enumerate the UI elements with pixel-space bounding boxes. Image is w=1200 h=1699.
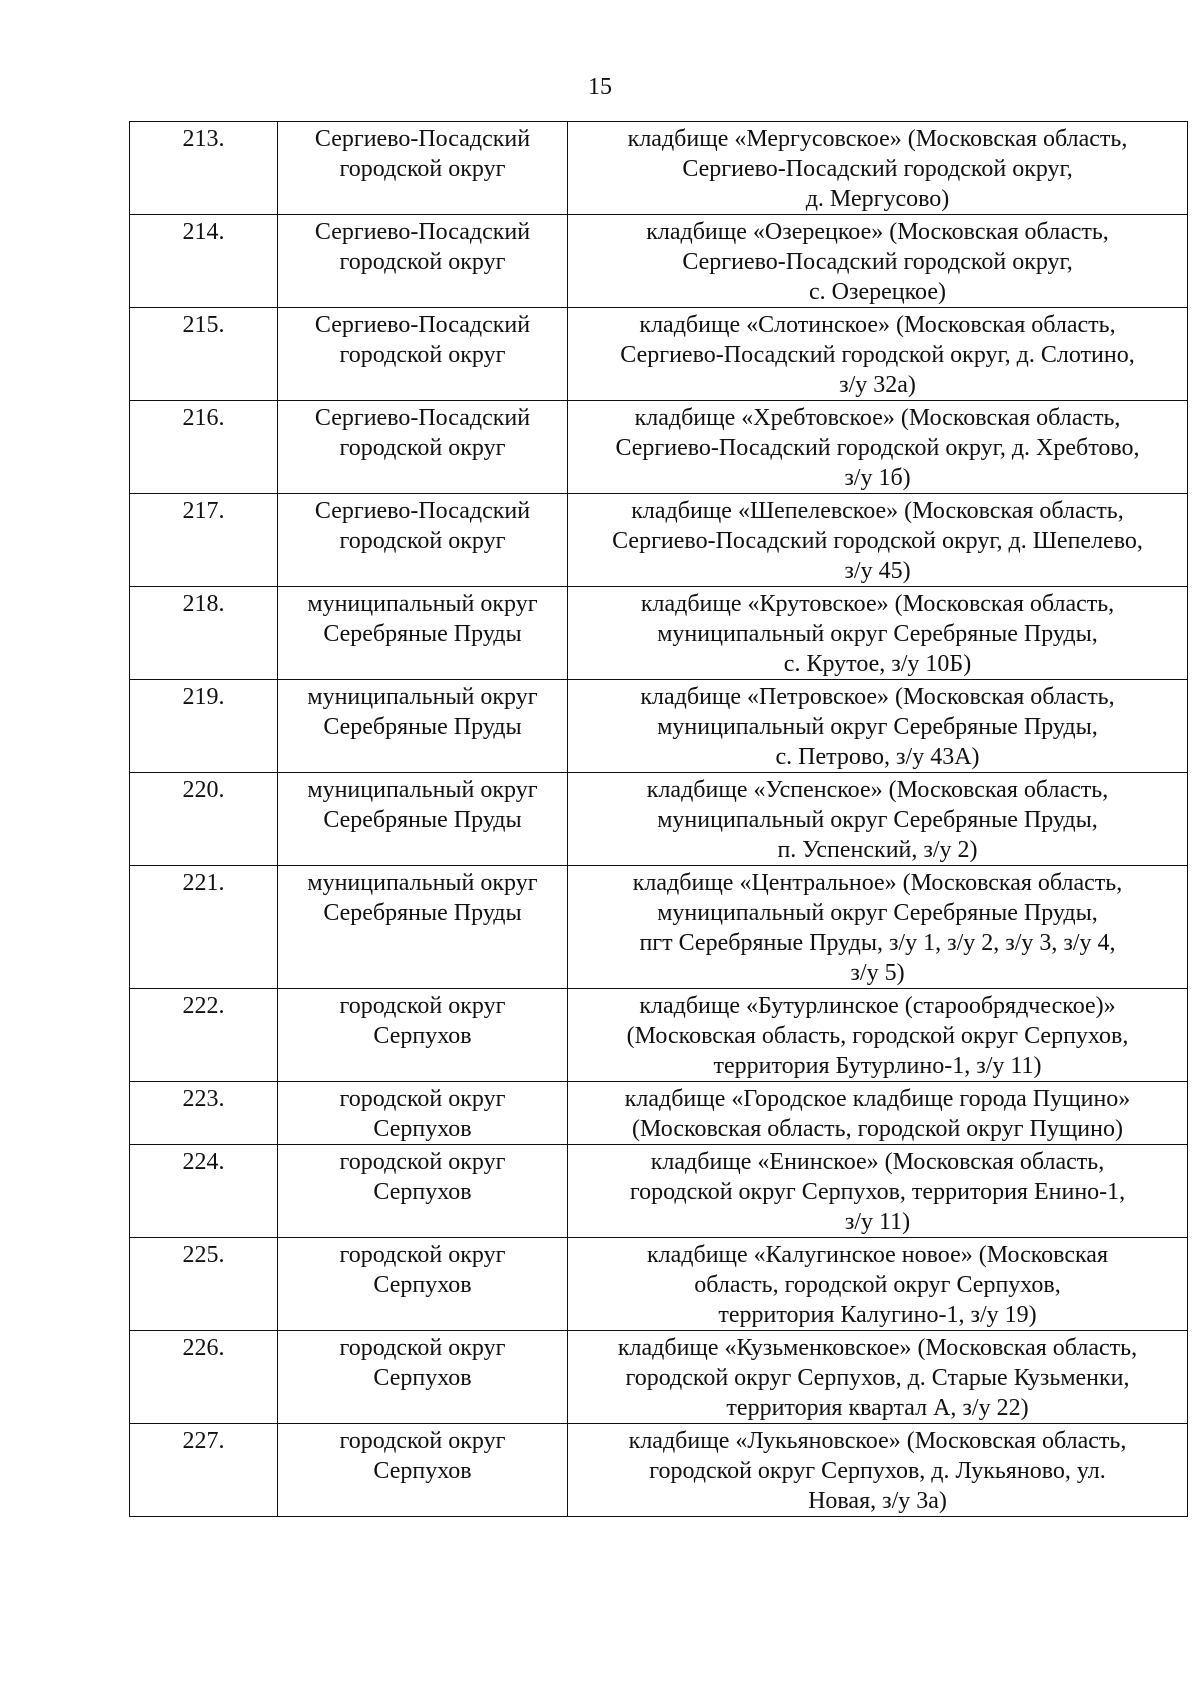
- cemetery-line: пгт Серебряные Пруды, з/у 1, з/у 2, з/у 3, з/у 4,: [639, 930, 1116, 956]
- district-line: Серпухов: [373, 1023, 472, 1049]
- cemetery-line: кладбище «Хребтовское» (Московская область,: [634, 405, 1121, 431]
- cemetery-line: с. Крутое, з/у 10Б): [783, 651, 972, 677]
- table-row: [130, 1082, 1188, 1145]
- district-line: городской округ: [339, 435, 506, 461]
- row-number-cell: [130, 680, 278, 773]
- cemetery-line: кладбище «Городское кладбище города Пущино»: [624, 1086, 1131, 1112]
- cemetery-line: з/у 45): [844, 558, 911, 584]
- page-number: 15: [588, 74, 612, 100]
- district-cell: [278, 1331, 568, 1424]
- district-line: городской округ: [339, 993, 506, 1019]
- district-line: городской округ: [339, 156, 506, 182]
- row-number-cell: [130, 401, 278, 494]
- table-row: [130, 587, 1188, 680]
- district-cell: [278, 215, 568, 308]
- district-line: Серебряные Пруды: [323, 714, 522, 740]
- row-number-cell: [130, 1082, 278, 1145]
- district-cell: [278, 773, 568, 866]
- table-row: [130, 989, 1188, 1082]
- district-cell: [278, 494, 568, 587]
- district-cell: [278, 1145, 568, 1238]
- row-number: 218.: [182, 591, 225, 617]
- cemetery-line: городской округ Серпухов, территория Енино-1,: [629, 1179, 1126, 1205]
- district-line: Серебряные Пруды: [323, 621, 522, 647]
- table-row: [130, 773, 1188, 866]
- cemetery-line: з/у 5): [850, 960, 905, 986]
- cemetery-line: кладбище «Калугинское новое» (Московская: [646, 1242, 1108, 1268]
- row-number: 221.: [182, 870, 225, 896]
- cemetery-line: з/у 1б): [844, 465, 911, 491]
- cemetery-line: кладбище «Кузьменковское» (Московская область,: [617, 1335, 1138, 1361]
- cemetery-cell: [568, 122, 1188, 215]
- district-line: Сергиево-Посадский: [314, 312, 531, 338]
- cemetery-line: кладбище «Успенское» (Московская область,: [646, 777, 1109, 803]
- row-number: 226.: [182, 1335, 225, 1361]
- table-row: [130, 680, 1188, 773]
- row-number: 225.: [182, 1242, 225, 1268]
- cemetery-line: территория Бутурлино-1, з/у 11): [713, 1053, 1042, 1079]
- table-row: [130, 494, 1188, 587]
- cemetery-cell: [568, 1424, 1188, 1517]
- cemetery-line: область, городской округ Серпухов,: [694, 1272, 1061, 1298]
- district-cell: [278, 680, 568, 773]
- row-number: 216.: [182, 405, 225, 431]
- district-cell: [278, 122, 568, 215]
- row-number: 213.: [182, 126, 225, 152]
- cemetery-line: Сергиево-Посадский городской округ, д. Шепелево,: [612, 528, 1143, 554]
- row-number: 224.: [182, 1149, 225, 1175]
- row-number-cell: [130, 587, 278, 680]
- district-cell: [278, 587, 568, 680]
- cemetery-line: з/у 11): [844, 1209, 911, 1235]
- district-line: Серпухов: [373, 1458, 472, 1484]
- row-number: 220.: [182, 777, 225, 803]
- cemetery-cell: [568, 989, 1188, 1082]
- cemetery-line: с. Озерецкое): [809, 279, 946, 305]
- district-line: городской округ: [339, 528, 506, 554]
- cemetery-line: Сергиево-Посадский городской округ, д. Хребтово,: [615, 435, 1140, 461]
- cemetery-cell: [568, 1331, 1188, 1424]
- district-line: Сергиево-Посадский: [314, 498, 531, 524]
- district-line: Сергиево-Посадский: [314, 219, 531, 245]
- row-number-cell: [130, 215, 278, 308]
- cemetery-line: муниципальный округ Серебряные Пруды,: [657, 807, 1098, 833]
- cemetery-registry-table: [129, 121, 1188, 1517]
- district-line: городской округ: [339, 249, 506, 275]
- district-cell: [278, 1082, 568, 1145]
- district-cell: [278, 1238, 568, 1331]
- cemetery-cell: [568, 215, 1188, 308]
- district-line: Сергиево-Посадский: [314, 405, 531, 431]
- cemetery-line: муниципальный округ Серебряные Пруды,: [657, 900, 1098, 926]
- cemetery-line: п. Успенский, з/у 2): [777, 837, 978, 863]
- district-cell: [278, 1424, 568, 1517]
- row-number-cell: [130, 494, 278, 587]
- cemetery-cell: [568, 680, 1188, 773]
- row-number: 215.: [182, 312, 225, 338]
- row-number-cell: [130, 308, 278, 401]
- cemetery-line: кладбище «Бутурлинское (старообрядческое)»: [639, 993, 1116, 1019]
- cemetery-line: кладбище «Енинское» (Московская область,: [650, 1149, 1105, 1175]
- cemetery-cell: [568, 866, 1188, 989]
- cemetery-line: кладбище «Петровское» (Московская область,: [640, 684, 1115, 710]
- district-line: Серпухов: [373, 1179, 472, 1205]
- district-line: муниципальный округ: [307, 777, 538, 803]
- cemetery-cell: [568, 1145, 1188, 1238]
- cemetery-line: городской округ Серпухов, д. Лукьяново, ул.: [649, 1458, 1106, 1484]
- table-row: [130, 401, 1188, 494]
- table-row: [130, 1331, 1188, 1424]
- district-line: городской округ: [339, 1428, 506, 1454]
- district-line: Сергиево-Посадский: [314, 126, 531, 152]
- cemetery-line: территория квартал А, з/у 22): [726, 1395, 1029, 1421]
- row-number: 217.: [182, 498, 225, 524]
- district-cell: [278, 989, 568, 1082]
- district-line: городской округ: [339, 1335, 506, 1361]
- district-cell: [278, 866, 568, 989]
- row-number: 227.: [182, 1428, 225, 1454]
- cemetery-line: кладбище «Слотинское» (Московская область,: [639, 312, 1116, 338]
- district-line: городской округ: [339, 342, 506, 368]
- cemetery-line: Сергиево-Посадский городской округ, д. Слотино,: [620, 342, 1135, 368]
- row-number: 222.: [182, 993, 225, 1019]
- district-line: Серпухов: [373, 1116, 472, 1142]
- cemetery-line: Сергиево-Посадский городской округ,: [682, 156, 1073, 182]
- cemetery-cell: [568, 401, 1188, 494]
- cemetery-line: муниципальный округ Серебряные Пруды,: [657, 714, 1098, 740]
- district-line: Серпухов: [373, 1272, 472, 1298]
- row-number: 214.: [182, 219, 225, 245]
- cemetery-line: з/у 32а): [839, 372, 916, 398]
- cemetery-line: кладбище «Центральное» (Московская область,: [632, 870, 1123, 896]
- cemetery-cell: [568, 773, 1188, 866]
- cemetery-cell: [568, 494, 1188, 587]
- row-number: 219.: [182, 684, 225, 710]
- district-line: муниципальный округ: [307, 870, 538, 896]
- row-number-cell: [130, 122, 278, 215]
- cemetery-line: (Московская область, городской округ Пущино): [632, 1116, 1123, 1142]
- district-line: городской округ: [339, 1149, 506, 1175]
- cemetery-line: муниципальный округ Серебряные Пруды,: [657, 621, 1098, 647]
- district-cell: [278, 401, 568, 494]
- row-number-cell: [130, 866, 278, 989]
- table-row: [130, 215, 1188, 308]
- table-row: [130, 308, 1188, 401]
- cemetery-line: территория Калугино-1, з/у 19): [718, 1302, 1037, 1328]
- table-row: [130, 1424, 1188, 1517]
- registry-body: [130, 122, 1188, 1517]
- row-number-cell: [130, 1145, 278, 1238]
- table-row: [130, 1238, 1188, 1331]
- cemetery-cell: [568, 1238, 1188, 1331]
- cemetery-line: кладбище «Крутовское» (Московская область,: [640, 591, 1115, 617]
- district-cell: [278, 308, 568, 401]
- district-line: Серпухов: [373, 1365, 472, 1391]
- table-row: [130, 866, 1188, 989]
- row-number: 223.: [182, 1086, 225, 1112]
- cemetery-line: кладбище «Шепелевское» (Московская область,: [631, 498, 1124, 524]
- row-number-cell: [130, 1331, 278, 1424]
- cemetery-line: (Московская область, городской округ Серпухов,: [626, 1023, 1129, 1049]
- cemetery-line: городской округ Серпухов, д. Старые Кузьменки,: [625, 1365, 1130, 1391]
- district-line: муниципальный округ: [307, 684, 538, 710]
- cemetery-cell: [568, 308, 1188, 401]
- cemetery-line: кладбище «Мергусовское» (Московская область,: [627, 126, 1128, 152]
- row-number-cell: [130, 1424, 278, 1517]
- cemetery-line: д. Мергусово): [805, 186, 950, 212]
- cemetery-line: кладбище «Лукьяновское» (Московская область,: [628, 1428, 1127, 1454]
- table-row: [130, 122, 1188, 215]
- cemetery-cell: [568, 587, 1188, 680]
- cemetery-line: Новая, з/у 3а): [808, 1488, 947, 1514]
- cemetery-line: Сергиево-Посадский городской округ,: [682, 249, 1073, 275]
- cemetery-line: с. Петрово, з/у 43А): [775, 744, 980, 770]
- district-line: городской округ: [339, 1086, 506, 1112]
- row-number-cell: [130, 773, 278, 866]
- district-line: Серебряные Пруды: [323, 900, 522, 926]
- row-number-cell: [130, 989, 278, 1082]
- table-row: [130, 1145, 1188, 1238]
- cemetery-line: кладбище «Озерецкое» (Московская область,: [646, 219, 1109, 245]
- row-number-cell: [130, 1238, 278, 1331]
- district-line: муниципальный округ: [307, 591, 538, 617]
- district-line: городской округ: [339, 1242, 506, 1268]
- district-line: Серебряные Пруды: [323, 807, 522, 833]
- cemetery-cell: [568, 1082, 1188, 1145]
